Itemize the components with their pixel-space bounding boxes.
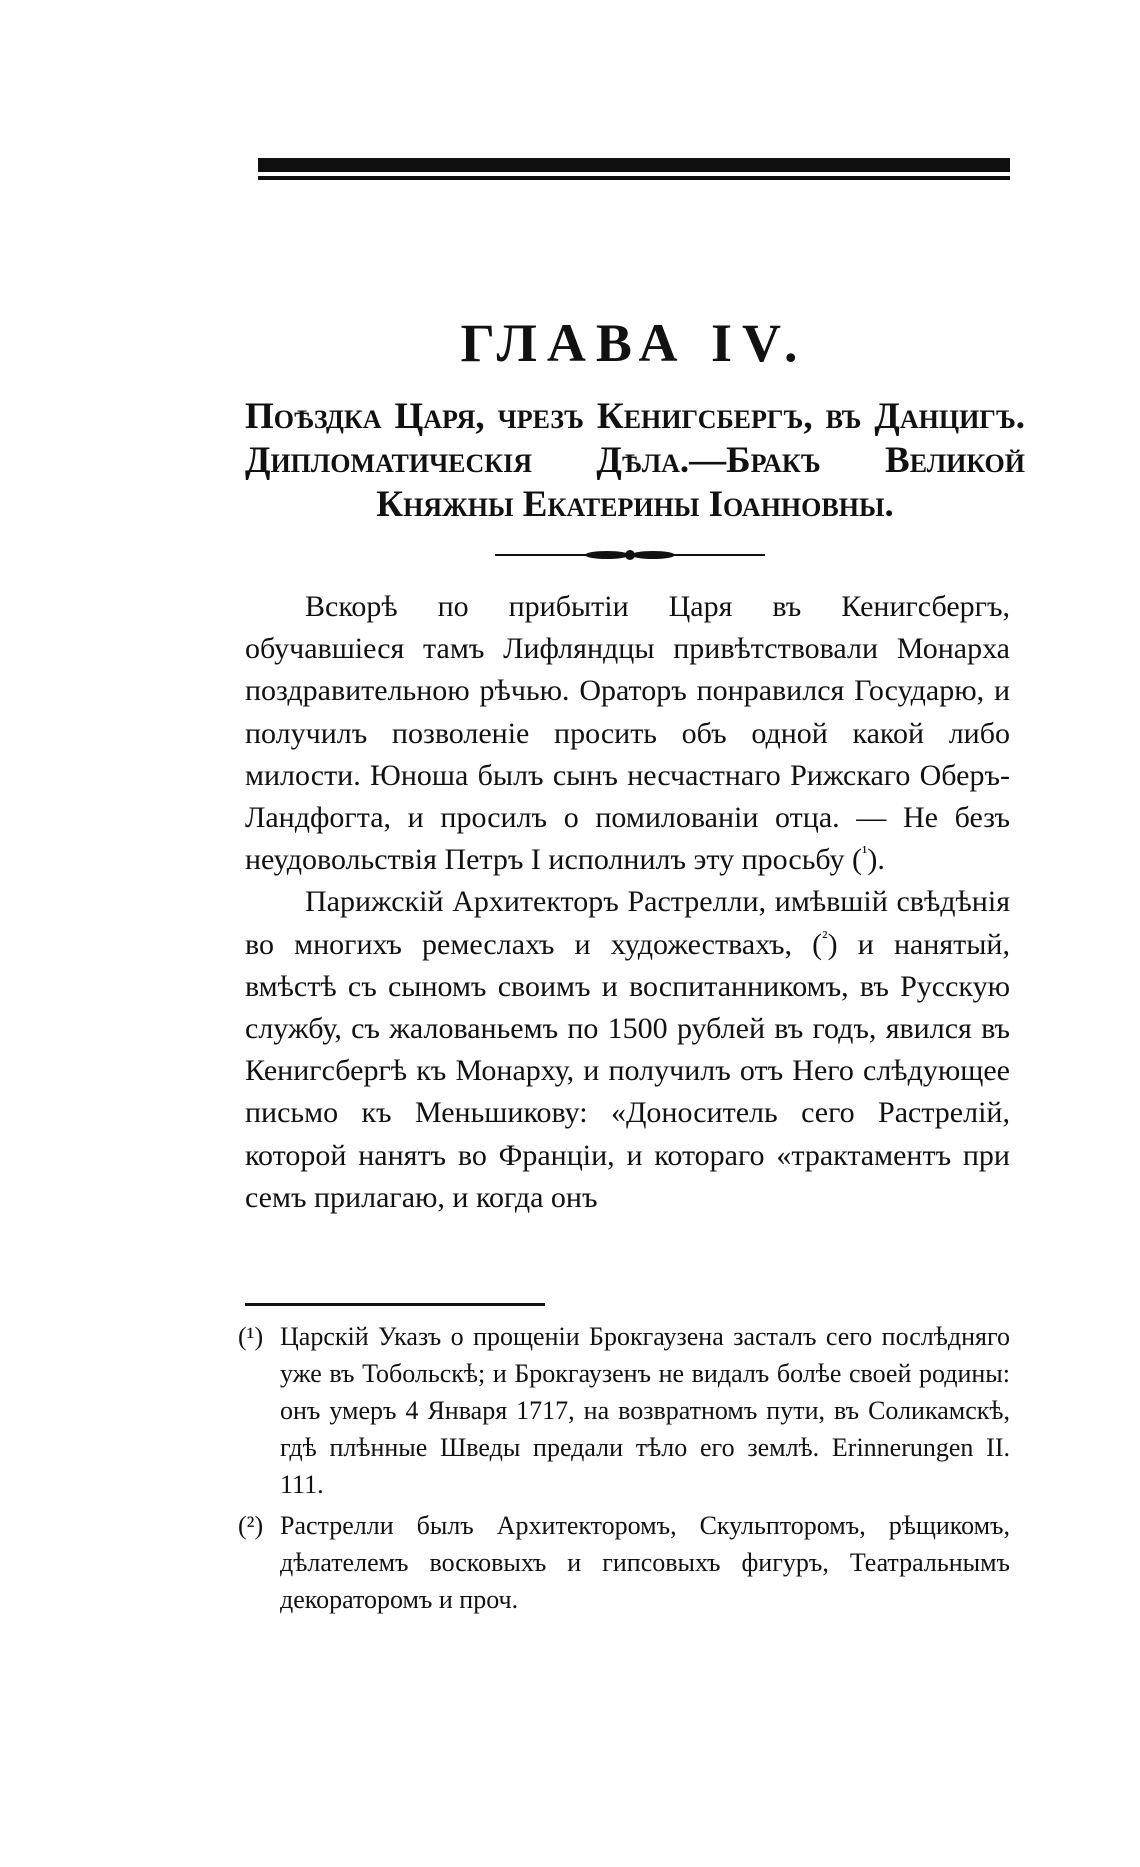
- footnote-ref: ²: [822, 926, 828, 947]
- chapter-title: ГЛАВА IV.: [460, 313, 808, 373]
- paragraph-text: ) и нанятый, вмѣстѣ съ сыномъ своимъ и воспитанникомъ, въ Русскую службу, съ жалованьемъ по 1500 рублей въ годъ, явился въ Кенигсбергѣ къ Монарху, и получилъ отъ Него слѣдующее письмо къ Меньшикову: «Доноситель сего Растрелій, которой нанятъ во Франціи, и котораго «трактаментъ при семъ прилагаю, и когда онъ: [245, 927, 1010, 1214]
- footnote-text: Царскій Указъ о прощеніи Брокгаузена засталъ сего послѣдняго уже въ Тобольскѣ; и Брокгаузенъ не видалъ болѣе своей родины: онъ умеръ 4 Января 1717, на возвратномъ пути, въ Соликамскѣ, гдѣ плѣнные Шведы предали тѣло его землѣ. Erinnerungen II. 111.: [280, 1322, 1010, 1499]
- footnote-separator: [245, 1303, 545, 1306]
- paragraph-tail: ).: [867, 843, 885, 877]
- paragraph: [245, 586, 1010, 881]
- footnote: [238, 1318, 1010, 1503]
- footnote-ref: ¹: [862, 842, 868, 863]
- paragraph-text: Парижскій Архитекторъ Растрелли, имѣвшій свѣдѣнія во многихъ ремеслахъ и художествахъ, (: [245, 885, 1010, 961]
- paragraph-text: Вскорѣ по прибытіи Царя въ Кенигсбергъ, обучавшіеся тамъ Лифляндцы привѣтствовали Монарха поздравительною рѣчью. Ораторъ понравился Государю, и получилъ позволеніе просить объ одной какой либо милости. Юноша былъ сынъ несчастнаго Рижскаго Оберъ-Ландфогта, и просилъ о помилованіи отца. — Не безъ неудовольствія Петръ I исполнилъ эту просьбу (: [245, 590, 1010, 877]
- chapter-subtitle: Поѣздка Царя, чрезъ Кенигсбергъ, въ Данцигъ. Дипломатическія Дѣла.—Бракъ Великой Княжны Екатерины Іоанновны.: [245, 396, 1025, 525]
- paragraph: [245, 881, 1010, 1219]
- header-thin-rule: [258, 176, 1010, 180]
- main-text: [245, 586, 1010, 1219]
- footnote-marker: (²): [238, 1511, 264, 1540]
- ornament-divider-icon: [495, 548, 765, 562]
- footnote-text: Растрелли былъ Архитекторомъ, Скульпторомъ, рѣщикомъ, дѣлателемъ восковыхъ и гипсовыхъ фигуръ, Театральнымъ декораторомъ и проч.: [280, 1511, 1010, 1614]
- footnote: [238, 1507, 1010, 1618]
- footnote-marker: (¹): [238, 1322, 264, 1351]
- footnotes: [238, 1318, 1010, 1622]
- header-thick-rule: [258, 158, 1010, 172]
